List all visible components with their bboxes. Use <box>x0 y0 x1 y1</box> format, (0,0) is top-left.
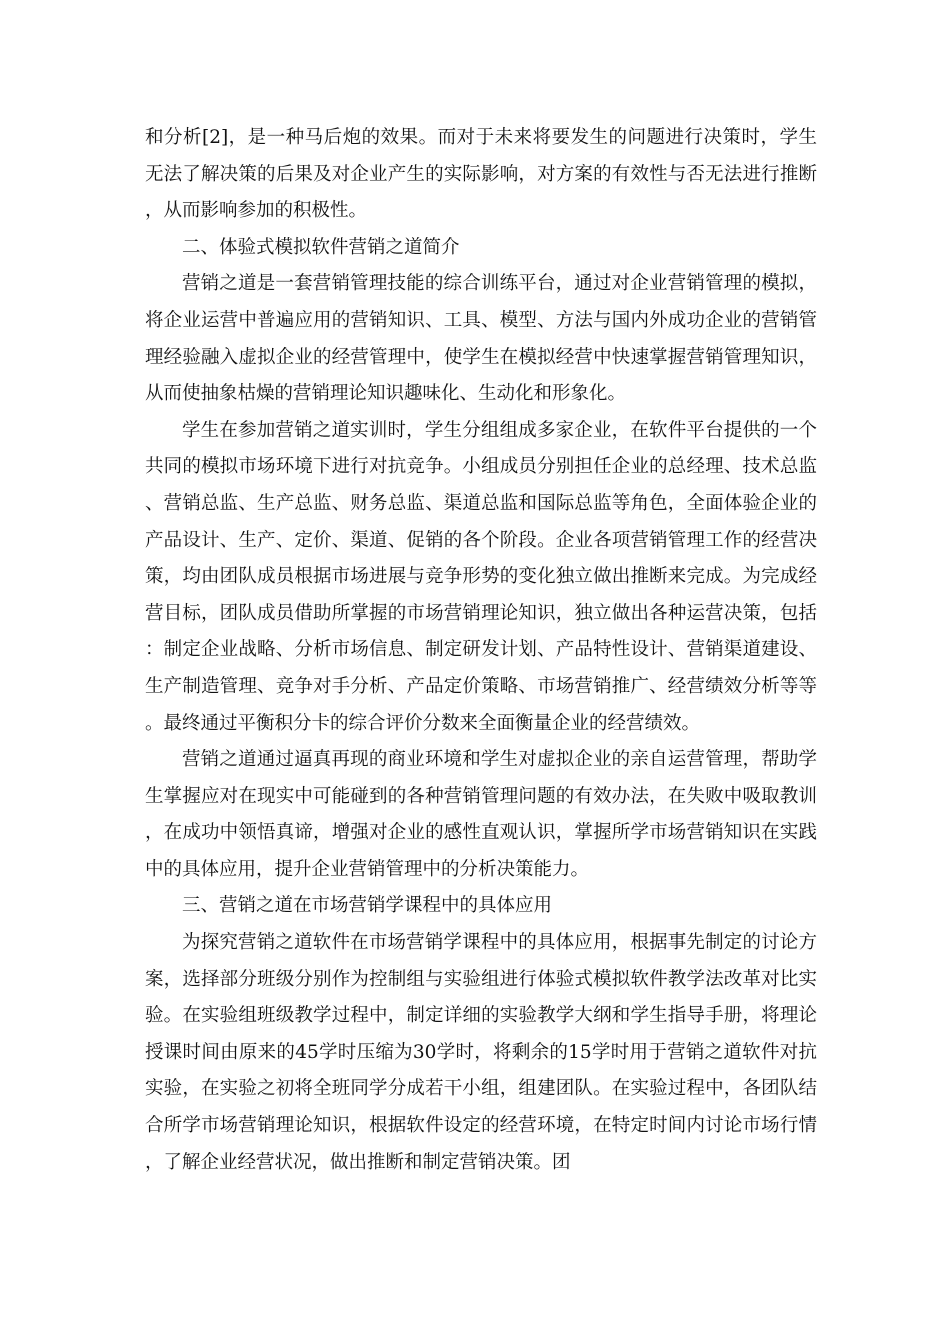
paragraph-benefits: 营销之道通过逼真再现的商业环境和学生对虚拟企业的亲自运营管理，帮助学生掌握应对在现实中可能碰到的各种营销管理问题的有效办法，在失败中吸取教训，在成功中领悟真谛，增强对企业的感性直观认识，掌握所学市场营销知识在实践中的具体应用，提升企业营销管理中的分析决策能力。 <box>145 749 817 880</box>
paragraph-continuation: 和分析[2]，是一种马后炮的效果。而对于未来将要发生的问题进行决策时，学生无法了解决策的后果及对企业产生的实际影响，对方案的有效性与否无法进行推断，从而影响参加的积极性。 <box>145 127 817 222</box>
section-heading-2: 二、体验式模拟软件营销之道简介 <box>182 236 460 258</box>
section-heading-3: 三、营销之道在市场营销学课程中的具体应用 <box>182 895 553 917</box>
paragraph-application: 为探究营销之道软件在市场营销学课程中的具体应用，根据事先制定的讨论方案，选择部分班级分别作为控制组与实验组进行体验式模拟软件教学法改革对比实验。在实验组班级教学过程中，制定详细的实验教学大纲和学生指导手册，将理论授课时间由原来的45学时压缩为30学时，将剩余的15学时用于营销之道软件对抗实验，在实验之初将全班同学分成若干小组，组建团队。在实验过程中，各团队结合所学市场营销理论知识，根据软件设定的经营环境，在特定时间内讨论市场行情，了解企业经营状况，做出推断和制定营销决策。团 <box>145 932 817 1173</box>
paragraph-training: 学生在参加营销之道实训时，学生分组组成多家企业，在软件平台提供的一个共同的模拟市场环境下进行对抗竞争。小组成员分别担任企业的总经理、技术总监、营销总监、生产总监、财务总监、渠道总监和国际总监等角色，全面体验企业的产品设计、生产、定价、渠道、促销的各个阶段。企业各项营销管理工作的经营决策，均由团队成员根据市场进展与竞争形势的变化独立做出推断来完成。为完成经营目标，团队成员借助所掌握的市场营销理论知识，独立做出各种运营决策，包括：制定企业战略、分析市场信息、制定研发计划、产品特性设计、营销渠道建设、生产制造管理、竞争对手分析、产品定价策略、市场营销推广、经营绩效分析等等。最终通过平衡积分卡的综合评价分数来全面衡量企业的经营绩效。 <box>145 419 817 734</box>
document-body <box>145 120 817 1181</box>
paragraph-intro: 营销之道是一套营销管理技能的综合训练平台，通过对企业营销管理的模拟，将企业运营中普遍应用的营销知识、工具、模型、方法与国内外成功企业的营销管理经验融入虚拟企业的经营管理中，使学生在模拟经营中快速掌握营销管理知识，从而使抽象枯燥的营销理论知识趣味化、生动化和形象化。 <box>145 273 817 405</box>
